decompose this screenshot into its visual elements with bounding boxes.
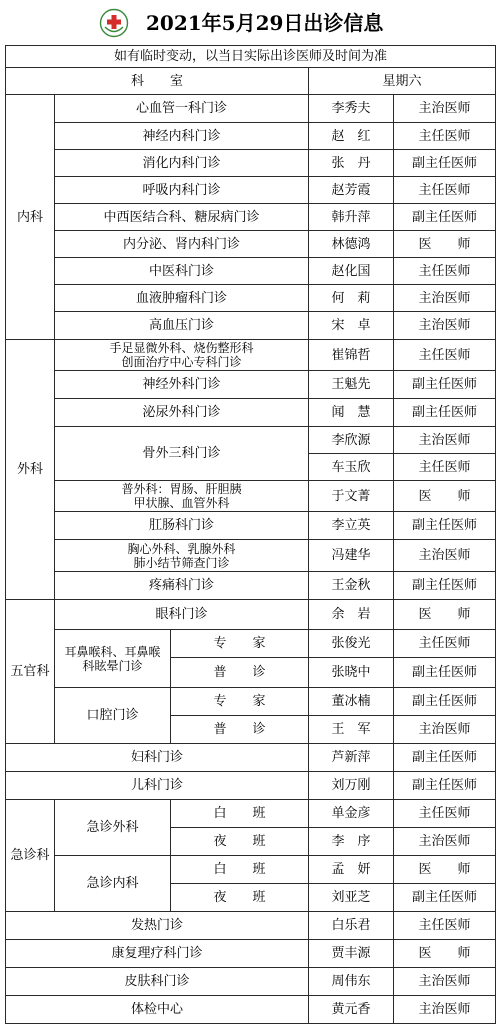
dept-cell: 骨外三科门诊	[55, 427, 309, 481]
table-row	[6, 540, 496, 572]
table-row	[6, 258, 496, 285]
doctor-cell: 车玉欣	[309, 454, 394, 481]
dept-line: 科眩晕门诊	[82, 658, 143, 673]
doctor-cell: 李立英	[309, 512, 394, 540]
doctor-cell: 黄元香	[309, 996, 394, 1024]
table-row	[6, 968, 496, 996]
table-row	[6, 177, 496, 204]
shift-cell: 夜 班	[171, 828, 309, 856]
dept-cell: 口腔门诊	[55, 688, 171, 744]
hospital-logo-icon	[99, 8, 129, 38]
doctor-cell: 王 军	[309, 716, 394, 744]
category-cell: 五官科	[6, 600, 55, 744]
title-cell: 主任医师	[394, 258, 496, 285]
table-row	[6, 772, 496, 800]
title-cell: 主治医师	[394, 95, 496, 123]
dept-cell: 儿科门诊	[6, 772, 309, 800]
dept-cell	[55, 630, 171, 688]
doctor-cell: 周伟东	[309, 968, 394, 996]
title-cell: 医 师	[394, 940, 496, 968]
doctor-cell: 王魁先	[309, 371, 394, 399]
dept-cell: 内分泌、肾内科门诊	[55, 231, 309, 258]
title-cell: 主任医师	[394, 340, 496, 371]
dept-cell: 发热门诊	[6, 912, 309, 940]
dept-cell: 急诊内科	[55, 856, 171, 912]
dept-cell: 疼痛科门诊	[55, 572, 309, 600]
dept-cell: 呼吸内科门诊	[55, 177, 309, 204]
category-cell: 急诊科	[6, 800, 55, 912]
shift-cell: 夜 班	[171, 884, 309, 912]
table-row	[6, 912, 496, 940]
dept-cell	[55, 481, 309, 512]
dept-line: 肺小结节筛查门诊	[133, 555, 230, 570]
table-row	[6, 123, 496, 150]
header	[0, 0, 500, 45]
shift-cell: 普 诊	[171, 716, 309, 744]
table-row	[6, 340, 496, 371]
table-row	[6, 996, 496, 1024]
doctor-cell: 何 莉	[309, 285, 394, 312]
title-cell: 副主任医师	[394, 399, 496, 427]
dept-cell: 皮肤科门诊	[6, 968, 309, 996]
dept-line: 耳鼻喉科、耳鼻喉	[64, 644, 161, 659]
dept-cell: 高血压门诊	[55, 312, 309, 340]
doctor-cell: 宋 卓	[309, 312, 394, 340]
doctor-cell: 张 丹	[309, 150, 394, 177]
title-cell: 副主任医师	[394, 572, 496, 600]
dept-line: 创面治疗中心专科门诊	[121, 355, 242, 369]
dept-cell: 血液肿瘤科门诊	[55, 285, 309, 312]
table-row	[6, 572, 496, 600]
title-cell: 副主任医师	[394, 658, 496, 688]
table-row	[6, 204, 496, 231]
title-cell: 主治医师	[394, 312, 496, 340]
shift-cell: 普 诊	[171, 658, 309, 688]
table-row	[6, 285, 496, 312]
title-cell: 主治医师	[394, 828, 496, 856]
schedule-table	[5, 45, 496, 1024]
title-cell: 医 师	[394, 231, 496, 258]
shift-cell: 白 班	[171, 800, 309, 828]
doctor-cell: 李 序	[309, 828, 394, 856]
dept-cell: 肛肠科门诊	[55, 512, 309, 540]
category-cell: 外科	[6, 340, 55, 600]
table-row	[6, 688, 496, 716]
title-cell: 副主任医师	[394, 884, 496, 912]
title-cell: 副主任医师	[394, 744, 496, 772]
title-cell: 主任医师	[394, 800, 496, 828]
title-cell: 副主任医师	[394, 150, 496, 177]
doctor-cell: 贾丰源	[309, 940, 394, 968]
doctor-cell: 闻 慧	[309, 399, 394, 427]
title-cell: 主任医师	[394, 177, 496, 204]
title-cell: 主任医师	[394, 454, 496, 481]
dept-cell: 神经内科门诊	[55, 123, 309, 150]
title-cell: 副主任医师	[394, 204, 496, 231]
shift-cell: 白 班	[171, 856, 309, 884]
doctor-cell: 李秀夫	[309, 95, 394, 123]
table-row	[6, 856, 496, 884]
doctor-cell: 李欣源	[309, 427, 394, 454]
dept-cell: 妇科门诊	[6, 744, 309, 772]
dept-cell: 体检中心	[6, 996, 309, 1024]
dept-cell: 眼科门诊	[55, 600, 309, 630]
title-cell: 副主任医师	[394, 512, 496, 540]
dept-cell: 心血管一科门诊	[55, 95, 309, 123]
doctor-cell: 张晓中	[309, 658, 394, 688]
dept-cell	[55, 340, 309, 371]
dept-cell: 中医科门诊	[55, 258, 309, 285]
shift-cell: 专 家	[171, 688, 309, 716]
dept-line: 手足显微外科、烧伤整形科	[109, 341, 254, 355]
title-cell: 主治医师	[394, 540, 496, 572]
title-cell: 主任医师	[394, 630, 496, 658]
title-cell: 副主任医师	[394, 688, 496, 716]
table-row	[6, 630, 496, 658]
page-title: 2021年5月29日出诊信息	[146, 11, 384, 35]
title-cell: 主任医师	[394, 912, 496, 940]
table-row	[6, 371, 496, 399]
doctor-cell: 赵化国	[309, 258, 394, 285]
dept-cell: 泌尿外科门诊	[55, 399, 309, 427]
table-row	[6, 399, 496, 427]
title-cell: 副主任医师	[394, 772, 496, 800]
doctor-cell: 王金秋	[309, 572, 394, 600]
title-cell: 主治医师	[394, 716, 496, 744]
category-cell: 内科	[6, 95, 55, 340]
dept-cell: 康复理疗科门诊	[6, 940, 309, 968]
doctor-cell: 芦新萍	[309, 744, 394, 772]
title-cell: 副主任医师	[394, 371, 496, 399]
doctor-cell: 单金彦	[309, 800, 394, 828]
column-header-day: 星期六	[309, 68, 496, 95]
doctor-cell: 韩升萍	[309, 204, 394, 231]
title-cell: 主治医师	[394, 996, 496, 1024]
shift-cell: 专 家	[171, 630, 309, 658]
doctor-cell: 赵 红	[309, 123, 394, 150]
table-row	[6, 95, 496, 123]
doctor-cell: 孟 妍	[309, 856, 394, 884]
table-row	[6, 940, 496, 968]
dept-cell: 消化内科门诊	[55, 150, 309, 177]
table-row	[6, 150, 496, 177]
doctor-cell: 董冰楠	[309, 688, 394, 716]
doctor-cell: 于文菁	[309, 481, 394, 512]
dept-line: 胸心外科、乳腺外科	[127, 541, 236, 556]
doctor-cell: 冯建华	[309, 540, 394, 572]
doctor-cell: 林德鸿	[309, 231, 394, 258]
dept-line: 普外科：胃肠、肝胆胰	[121, 482, 242, 496]
title-cell: 主治医师	[394, 968, 496, 996]
notice: 如有临时变动，以当日实际出诊医师及时间为准	[6, 46, 496, 68]
title-cell: 主治医师	[394, 285, 496, 312]
title-cell: 主治医师	[394, 427, 496, 454]
title-cell: 医 师	[394, 481, 496, 512]
dept-cell	[55, 540, 309, 572]
dept-cell: 神经外科门诊	[55, 371, 309, 399]
title-cell: 医 师	[394, 600, 496, 630]
doctor-cell: 崔锦哲	[309, 340, 394, 371]
doctor-cell: 赵芳霞	[309, 177, 394, 204]
doctor-cell: 张俊光	[309, 630, 394, 658]
doctor-cell: 刘亚芝	[309, 884, 394, 912]
table-row	[6, 231, 496, 258]
table-row	[6, 427, 496, 454]
doctor-cell: 余 岩	[309, 600, 394, 630]
dept-cell: 中西医结合科、糖尿病门诊	[55, 204, 309, 231]
table-row	[6, 512, 496, 540]
table-row	[6, 600, 496, 630]
table-row	[6, 481, 496, 512]
dept-cell: 急诊外科	[55, 800, 171, 856]
table-row	[6, 800, 496, 828]
title-cell: 主任医师	[394, 123, 496, 150]
doctor-cell: 刘万刚	[309, 772, 394, 800]
column-header-dept: 科 室	[6, 68, 309, 95]
dept-line: 甲状腺、血管外科	[133, 496, 230, 510]
doctor-cell: 白乐君	[309, 912, 394, 940]
table-row	[6, 312, 496, 340]
title-cell: 医 师	[394, 856, 496, 884]
table-row	[6, 744, 496, 772]
